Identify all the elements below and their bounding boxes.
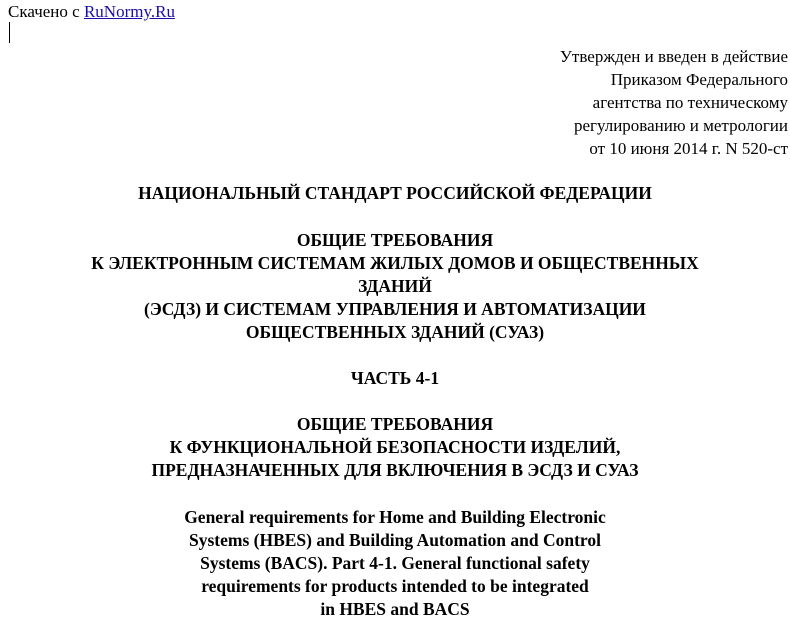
download-source-line	[8, 2, 175, 22]
english-title-line: General requirements for Home and Building Electronic	[184, 507, 606, 527]
english-title-line: Systems (HBES) and Building Automation and Control	[188, 530, 601, 550]
title-line: (ЭСДЗ) И СИСТЕМАМ УПРАВЛЕНИЯ И АВТОМАТИЗАЦИИ	[144, 299, 646, 319]
standard-title	[0, 182, 790, 205]
source-link[interactable]: RuNormy.Ru	[83, 2, 175, 21]
part-number	[0, 367, 790, 390]
title-line: К ЭЛЕКТРОННЫМ СИСТЕМАМ ЖИЛЫХ ДОМОВ И ОБЩЕСТВЕННЫХ	[91, 253, 699, 273]
title-block-2	[0, 413, 790, 482]
english-title	[0, 506, 790, 621]
title-line: К ФУНКЦИОНАЛЬНОЙ БЕЗОПАСНОСТИ ИЗДЕЛИЙ,	[169, 437, 621, 457]
title-line: ПРЕДНАЗНАЧЕННЫХ ДЛЯ ВКЛЮЧЕНИЯ В ЭСДЗ И СУАЗ	[151, 460, 639, 480]
english-title-line: in HBES and BACS	[320, 599, 470, 619]
title-line: ОБЩИЕ ТРЕБОВАНИЯ	[296, 414, 494, 434]
title-line: ОБЩЕСТВЕННЫХ ЗДАНИЙ (СУАЗ)	[245, 322, 545, 342]
approval-line: от 10 июня 2014 г. N 520-ст	[589, 139, 788, 158]
source-prefix: Скачено с	[8, 2, 80, 21]
approval-block	[560, 45, 788, 160]
title-line: ЗДАНИЙ	[358, 276, 432, 296]
approval-line: Приказом Федерального	[610, 70, 788, 89]
approval-line: агентства по техническому	[592, 93, 788, 112]
text-cursor	[9, 22, 10, 43]
title-block-1	[0, 229, 790, 344]
approval-line: регулированию и метрологии	[573, 116, 788, 135]
approval-line: Утвержден и введен в действие	[559, 47, 788, 66]
title-line: ОБЩИЕ ТРЕБОВАНИЯ	[296, 230, 494, 250]
part-number-text: ЧАСТЬ 4-1	[350, 368, 440, 388]
standard-title-text: НАЦИОНАЛЬНЫЙ СТАНДАРТ РОССИЙСКОЙ ФЕДЕРАЦИИ	[138, 183, 652, 203]
english-title-line: Systems (BACS). Part 4-1. General functional safety	[200, 553, 590, 573]
english-title-line: requirements for products intended to be integrated	[201, 576, 589, 596]
